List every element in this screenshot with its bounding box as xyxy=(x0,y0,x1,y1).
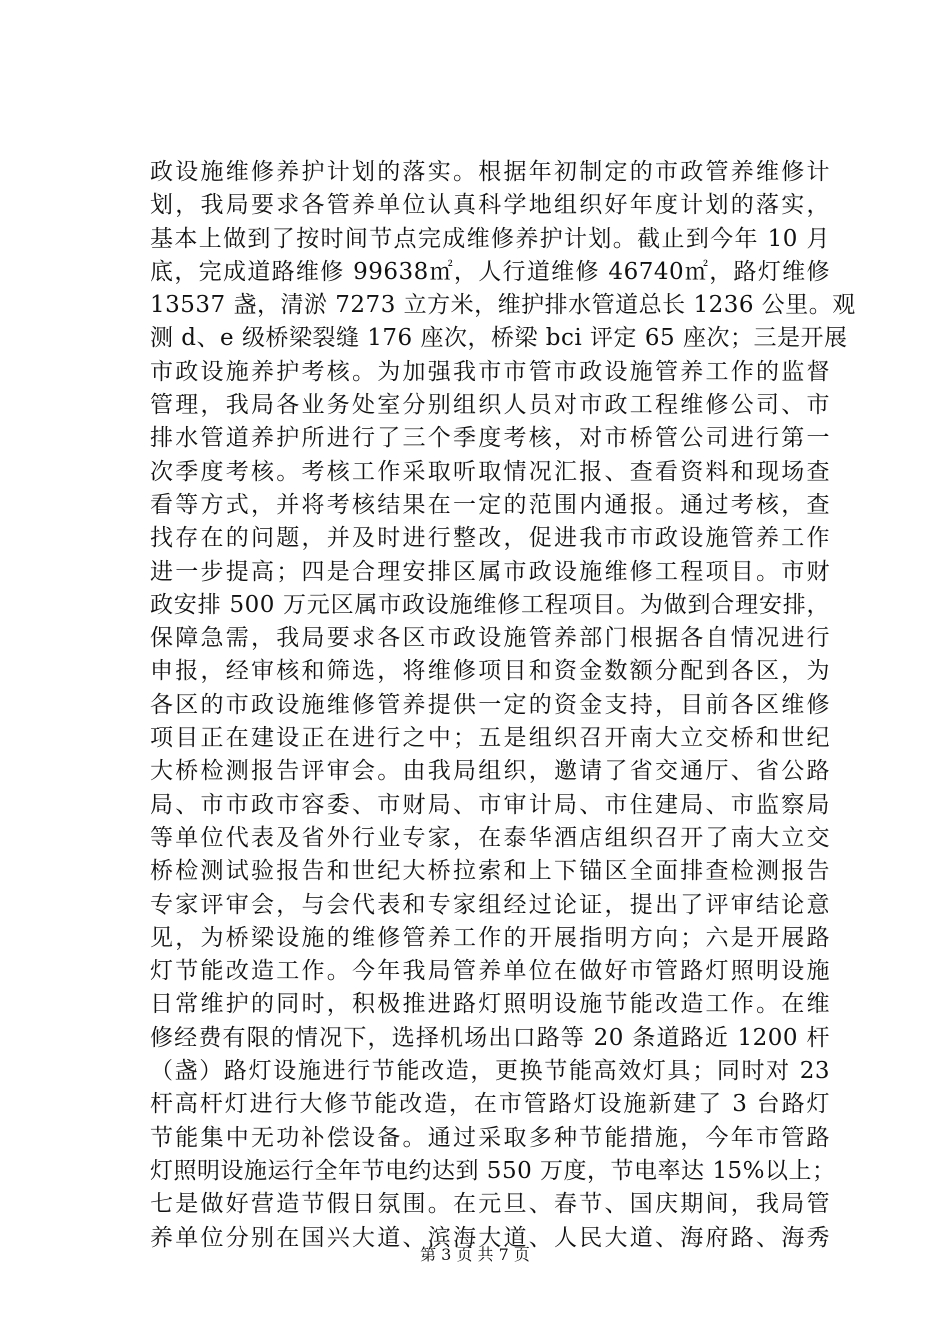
text-line: 政安排 500 万元区属市政设施维修工程项目。为做到合理安排， xyxy=(150,591,830,618)
text-line: 桥检测试验报告和世纪大桥拉索和上下锚区全面排查检测报告 xyxy=(150,858,830,885)
text-line: 灯节能改造工作。今年我局管养单位在做好市管路灯照明设施 xyxy=(150,958,830,985)
text-line: 七是做好营造节假日氛围。在元旦、春节、国庆期间，我局管 xyxy=(150,1191,830,1218)
body-text xyxy=(150,156,856,1255)
text-line: 测 d、e 级桥梁裂缝 176 座次，桥梁 bci 评定 65 座次；三是开展 xyxy=(150,325,848,352)
text-line: 保障急需，我局要求各区市政设施管养部门根据各自情况进行 xyxy=(150,625,830,652)
text-line: 底，完成道路维修 99638㎡，人行道维修 46740㎡，路灯维修 xyxy=(150,258,830,285)
text-line: 次季度考核。考核工作采取听取情况汇报、查看资料和现场查 xyxy=(150,458,830,485)
text-line: 市政设施养护考核。为加强我市市管市政设施管养工作的监督 xyxy=(150,358,830,385)
text-line: 政设施维修养护计划的落实。根据年初制定的市政管养维修计 xyxy=(150,159,830,185)
text-line: （盏）路灯设施进行节能改造，更换节能高效灯具；同时对 23 xyxy=(150,1058,830,1085)
text-line: 看等方式，并将考核结果在一定的范围内通报。通过考核，查 xyxy=(150,491,830,518)
text-line: 杆高杆灯进行大修节能改造，在市管路灯设施新建了 3 台路灯 xyxy=(150,1091,830,1118)
text-line: 节能集中无功补偿设备。通过采取多种节能措施，今年市管路 xyxy=(150,1124,830,1151)
text-line: 项目正在建设正在进行之中；五是组织召开南大立交桥和世纪 xyxy=(150,725,830,752)
text-line: 专家评审会，与会代表和专家组经过论证，提出了评审结论意 xyxy=(150,891,830,918)
text-line: 基本上做到了按时间节点完成维修养护计划。截止到今年 10 月 xyxy=(150,225,830,252)
text-line: 13537 盏，清淤 7273 立方米，维护排水管道总长 1236 公里。观 xyxy=(150,292,856,319)
text-line: 局、市市政市容委、市财局、市审计局、市住建局、市监察局 xyxy=(150,791,830,818)
text-line: 养单位分别在国兴大道、滨海大道、人民大道、海府路、海秀 xyxy=(150,1224,830,1251)
text-line: 申报，经审核和筛选，将维修项目和资金数额分配到各区，为 xyxy=(150,658,830,685)
text-line: 找存在的问题，并及时进行整改，促进我市市政设施管养工作 xyxy=(150,525,830,552)
text-line: 管理，我局各业务处室分别组织人员对市政工程维修公司、市 xyxy=(150,392,830,419)
text-line: 日常维护的同时，积极推进路灯照明设施节能改造工作。在维 xyxy=(150,991,830,1018)
text-line: 修经费有限的情况下，选择机场出口路等 20 条道路近 1200 杆 xyxy=(150,1024,830,1051)
text-line: 排水管道养护所进行了三个季度考核，对市桥管公司进行第一 xyxy=(150,425,830,452)
text-line: 等单位代表及省外行业专家，在泰华酒店组织召开了南大立交 xyxy=(150,824,830,851)
text-line: 各区的市政设施维修管养提供一定的资金支持，目前各区维修 xyxy=(150,691,830,718)
text-line: 进一步提高；四是合理安排区属市政设施维修工程项目。市财 xyxy=(150,558,830,585)
text-line: 大桥检测报告评审会。由我局组织，邀请了省交通厅、省公路 xyxy=(150,758,830,785)
text-line: 见，为桥梁设施的维修管养工作的开展指明方向；六是开展路 xyxy=(150,924,830,951)
page-number-footer: 第 3 页 共 7 页 xyxy=(420,1245,530,1264)
text-line: 划，我局要求各管养单位认真科学地组织好年度计划的落实， xyxy=(150,192,830,219)
text-line: 灯照明设施运行全年节电约达到 550 万度，节电率达 15%以上； xyxy=(150,1157,836,1184)
